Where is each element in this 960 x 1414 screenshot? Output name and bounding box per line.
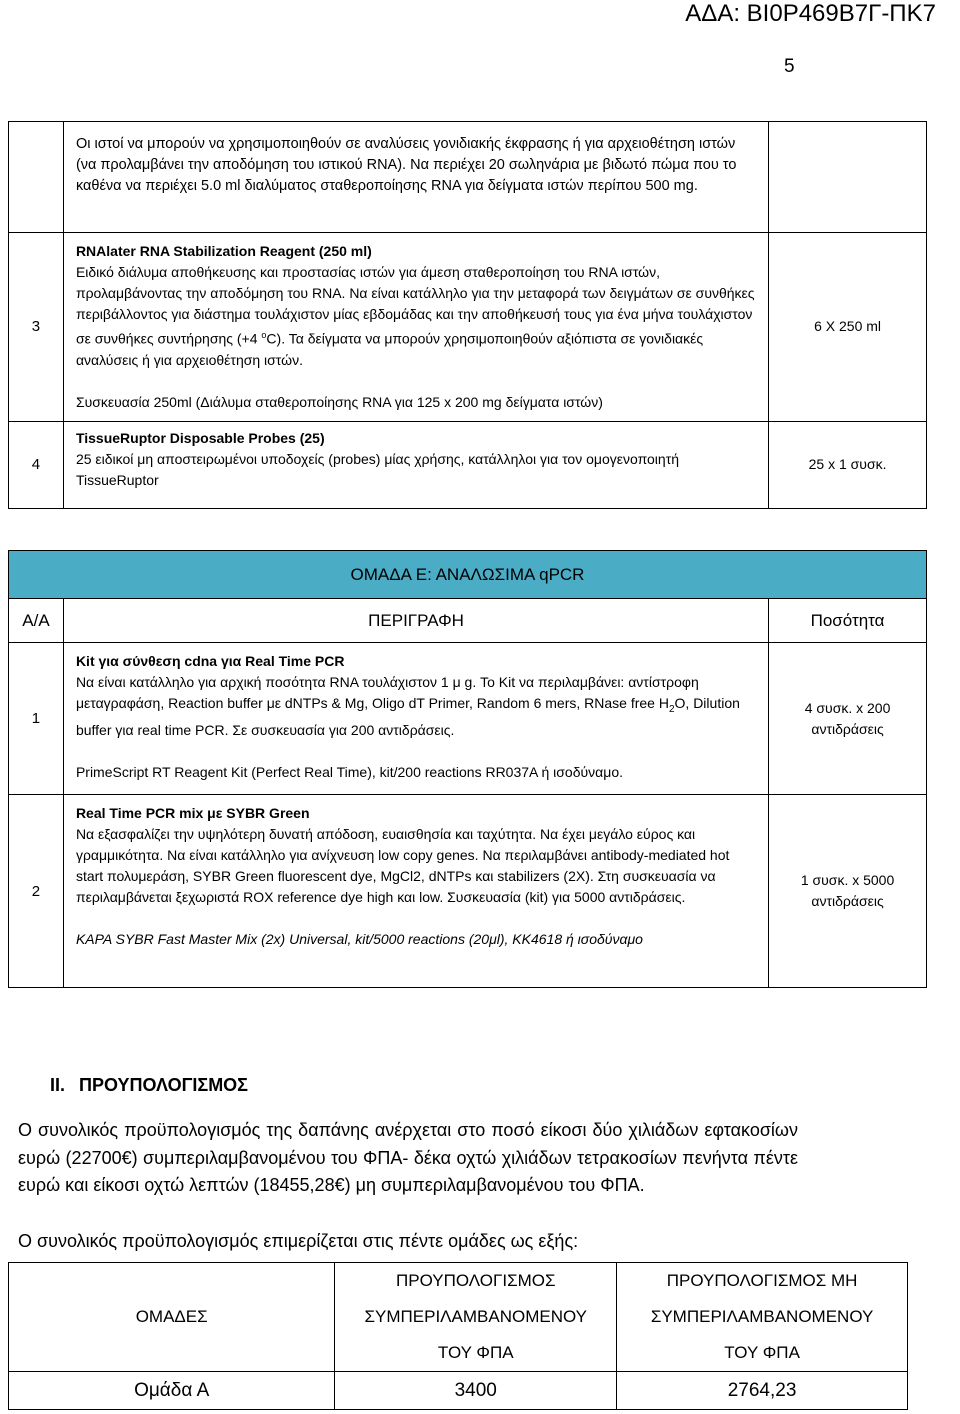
row-1-title: Kit για σύνθεση cdna για Real Time PCR	[75, 653, 345, 669]
row-num-4: 4	[9, 421, 64, 508]
col-desc-header: ΠΕΡΙΓΡΑΦΗ	[63, 599, 768, 643]
row-2-qty: 1 συσκ. x 5000 αντιδράσεις	[769, 795, 927, 988]
page-number: 5	[784, 56, 795, 77]
row-3-title: RNAlater RNA Stabilization Reagent (250 ml)	[75, 243, 372, 259]
budget-paragraph-2: Ο συνολικός προϋπολογισμός επιμερίζεται στις πέντε ομάδες ως εξής:	[18, 1231, 579, 1251]
row-3-note: Συσκευασία 250ml (Διάλυμα σταθεροποίησης RNA για 125 x 200 mg δείγματα ιστών)	[75, 393, 603, 410]
row-num-2: 2	[9, 795, 64, 988]
table-row	[9, 421, 927, 508]
budget-table	[8, 1262, 908, 1410]
row-4-description: 25 ειδικοί μη αποστειρωμένοι υποδοχείς (probes) μίας χρήσης, κατάλληλοι για τον ομογενοποιητή TissueRuptor	[75, 450, 680, 488]
col-qty-header: Ποσότητα	[769, 599, 927, 643]
row-2-note: KAPA SYBR Fast Master Mix (2x) Universal, kit/5000 reactions (20μl), KK4618 ή ισοδύναμο	[75, 931, 643, 947]
row-3-desc	[63, 233, 768, 422]
row-1-description: Να είναι κατάλληλο για αρχική ποσότητα RNA τουλάχιστον 1 μ g. Το Kit να περιλαμβάνει: αντίστροφη μεταγραφάση, Reaction buffer με dNTPs & Mg, Oligo dT Primer, Random 6 mers, RNase free $H_2O$, Dilution buffer για real time PCR. Σε συσκευασία για 200 αντιδράσεις.	[75, 674, 740, 738]
row-1-note: PrimeScript RT Reagent Kit (Perfect Real Time), kit/200 reactions RR037A ή ισοδύναμο.	[75, 763, 623, 780]
table-row	[9, 122, 927, 233]
row-num-cell	[9, 122, 64, 233]
row-2-desc	[63, 795, 768, 988]
row-4-desc	[63, 421, 768, 508]
group-e-header: ΟΜΑΔΑ Ε: ΑΝΑΛΩΣΙΜΑ qPCR	[9, 551, 927, 599]
budget-with-vat: 3400	[335, 1372, 617, 1410]
row-qty-cell	[769, 122, 927, 233]
row-2-description: Να εξασφαλίζει την υψηλότερη δυνατή απόδοση, ευαισθησία και ταχύτητα. Να έχει μεγάλο εύρος και γραμμικότητα. Να είναι κατάλληλο για ανίχνευση low copy genes. Να περιλαμβάνει antibody-mediated hot start πολυμεράση, SYBR Green fluorescent dye, MgCl2, dNTPs και stabilizers (2X). Στη συσκευασία να περιλαμβάνεται ξεχωριστά ROX reference dye high και low. Συσκευασία (kit) για 5000 αντιδράσεις.	[75, 826, 730, 905]
budget-without-vat: 2764,23	[617, 1372, 908, 1410]
row-1-qty: 4 συσκ. x 200 αντιδράσεις	[769, 643, 927, 795]
row-4-qty: 25 x 1 συσκ.	[769, 421, 927, 508]
table-row	[9, 1372, 908, 1410]
col-with-vat-header: ΠΡΟΥΠΟΛΟΓΙΣΜΟΣ ΣΥΜΠΕΡΙΛΑΜΒΑΝΟΜΕΝΟΥ ΤΟΥ ΦΠΑ	[335, 1263, 617, 1372]
col-without-vat-header: ΠΡΟΥΠΟΛΟΓΙΣΜΟΣ ΜΗ ΣΥΜΠΕΡΙΛΑΜΒΑΝΟΜΕΝΟΥ ΤΟΥ ΦΠΑ	[617, 1263, 908, 1372]
table-row	[9, 233, 927, 422]
row-4-title: TissueRuptor Disposable Probes (25)	[75, 429, 325, 446]
row-desc-cell	[63, 122, 768, 233]
ada-code: ΑΔΑ: ΒΙ0Ρ469Β7Γ-ΠΚ7	[685, 0, 936, 27]
table-items-top	[8, 121, 927, 509]
budget-group-name: Ομάδα Α	[9, 1372, 335, 1410]
row-num-3: 3	[9, 233, 64, 422]
row-3-description: Ειδικό διάλυμα αποθήκευσης και προστασίας ιστών για άμεση σταθεροποίηση του RNA ιστών, προλαμβάνοντας την αποδόμηση του RNA. Να είναι κατάλληλο για την μεταφορά των δειγμάτων σε συνθήκες περιβάλλοντος για διάστημα τουλάχιστον μίας εβδομάδας και την αποθήκευσή τους για ένα μήνα τουλάχιστον σε συνθήκες συντήρησης (+4 $^o$C). Τα δείγματα να μπορούν χρησιμοποιηθούν αξιόπιστα σε γονιδιακές αναλύσεις ή για αρχειοθέτηση ιστών.	[75, 264, 755, 368]
col-groups-header: ΟΜΑΔΕΣ	[9, 1263, 335, 1372]
table-row	[9, 643, 927, 795]
row-3-qty: 6 X 250 ml	[769, 233, 927, 422]
row-num-1: 1	[9, 643, 64, 795]
table-group-e	[8, 550, 927, 988]
table-row	[9, 795, 927, 988]
row-top-text: Οι ιστοί να μπορούν να χρησιμοποιηθούν σε αναλύσεις γονιδιακής έκφρασης ή για αρχειοθέτηση ιστών (να προλαμβάνει την αποδόμηση του ιστικού RNA). Να περιέχει 20 σωληνάρια με βιδωτό πώμα που το καθένα να περιέχει 5.0 ml διαλύματος σταθεροποίησης RNA για δείγματα ιστών περίπου 500 mg.	[75, 136, 737, 194]
section-title: ΙΙ. ΠΡΟΥΠΟΛΟΓΙΣΜΟΣ	[50, 1075, 248, 1095]
row-2-title: Real Time PCR mix με SYBR Green	[75, 805, 310, 821]
col-aa-header: Α/Α	[9, 599, 64, 643]
budget-paragraph: Ο συνολικός προϋπολογισμός της δαπάνης ανέρχεται στο ποσό είκοσι δύο χιλιάδων εφτακοσίων ευρώ (22700€) συμπεριλαμβανομένου του ΦΠΑ- δέκα οχτώ χιλιάδων τετρακοσίων πενήντα πέντε ευρώ και είκοσι οχτώ λεπτών (18455,28€) μη συμπεριλαμβανομένου του ΦΠΑ.	[18, 1120, 798, 1195]
row-1-desc	[63, 643, 768, 795]
